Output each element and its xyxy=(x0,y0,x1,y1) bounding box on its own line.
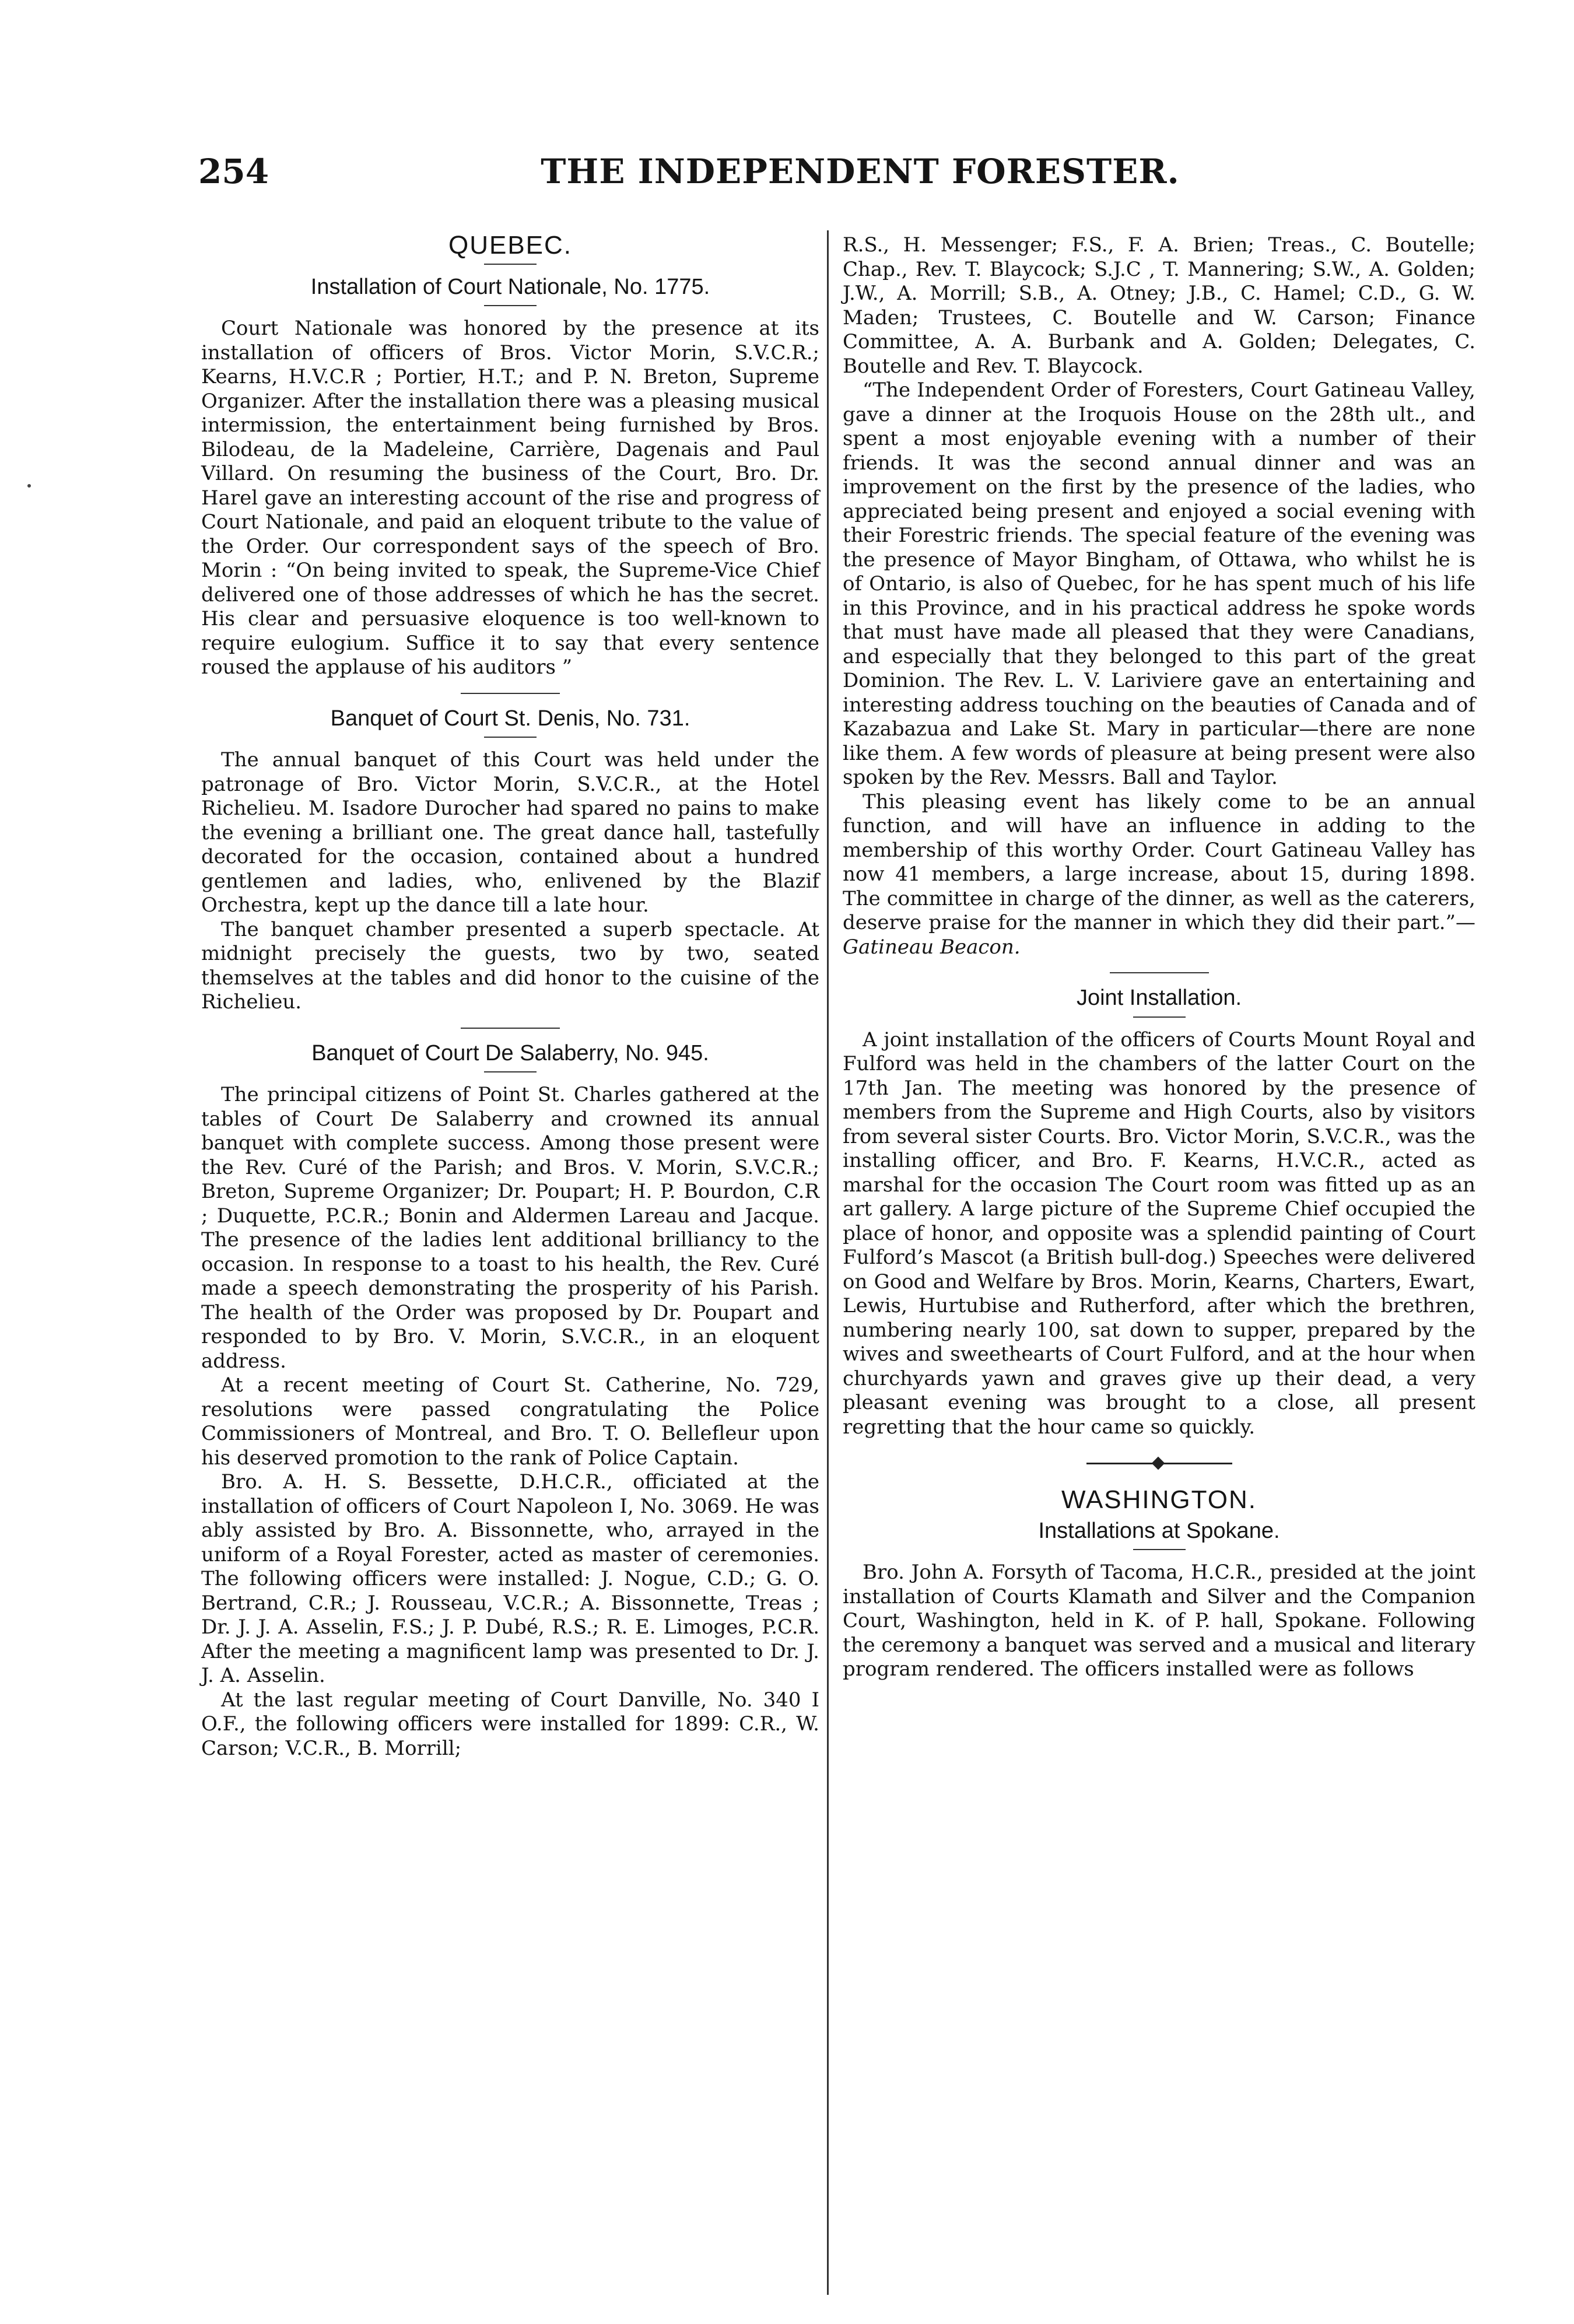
article-heading-nationale: Installation of Court Nationale, No. 1775. xyxy=(310,274,710,299)
left-column xyxy=(201,233,819,1761)
heading-rule xyxy=(1133,1016,1186,1018)
paragraph: A joint installation of the officers of Courts Mount Royal and Fulford was held in the chambers of the latter Court on the 17th Jan. The meeting was honored by the presence of members from the Supreme and High Courts, also by visitors from several sister Courts. Bro. Victor Morin, S.V.C.R., was the installing officer, and Bro. F. Kearns, H.V.C.R., acted as marshal for the occasion The Court room was fitted up as an art gallery. A large picture of the Supreme Chief occupied the place of honor, and opposite was a splendid painting of Court Fulford’s Mascot (a British bull-dog.) Speeches were delivered on Good and Welfare by Bros. Morin, Kearns, Charters, Ewart, Lewis, Hurtubise and Rutherford, after which the brethren, numbering nearly 100, sat down to supper, prepared by the wives and sweethearts of Court Fulford, and at the hour when churchyards yawn and graves give up their dead, a very pleasant evening was brought to a close, all present regretting that the hour came so quickly. xyxy=(843,1028,1475,1439)
article-heading-st-denis: Banquet of Court St. Denis, No. 731. xyxy=(330,706,690,731)
article-heading-spokane: Installations at Spokane. xyxy=(1038,1518,1280,1543)
heading-rule xyxy=(1133,1549,1186,1550)
heading-rule xyxy=(484,737,537,738)
heading-rule xyxy=(484,1071,537,1072)
paragraph: The annual banquet of this Court was held under the patronage of Bro. Victor Morin, S.V.C.R., at the Hotel Richelieu. M. Isadore Durocher had spared no pains to make the evening a brilliant one. The great dance hall, tastefully decorated for the occasion, contained about a hundred gentlemen and ladies, who, enlivened by the Blazif Orchestra, kept up the dance till a late hour. xyxy=(201,748,819,917)
paragraph: At a recent meeting of Court St. Catherine, No. 729, resolutions were passed congratulating the Police Commissioners of Montreal, and Bro. T. O. Bellefleur upon his deserved promotion to the rank of Police Captain. xyxy=(201,1373,819,1470)
section-heading-quebec: QUEBEC. xyxy=(448,231,573,260)
page-number: 254 xyxy=(198,152,269,191)
ornamental-separator xyxy=(1086,1463,1232,1464)
article-separator xyxy=(461,693,560,694)
paragraph: The principal citizens of Point St. Charles gathered at the tables of Court De Salaberry and crowned its annual banquet with complete success. Among those present were the Rev. Curé of the Parish; and Bros. V. Morin, S.V.C.R.; Breton, Supreme Organizer; Dr. Poupart; H. P. Bourdon, C.R ; Duquette, P.C.R.; Bonin and Aldermen Lareau and Jacque. The presence of the ladies lent additional brilliancy to the occasion. In response to a toast to his health, the Rev. Curé made a speech demonstrating the prosperity of his Parish. The health of the Order was proposed by Dr. Poupart and responded to by Bro. V. Morin, S.V.C.R., in an eloquent address. xyxy=(201,1083,819,1373)
paragraph: Bro. A. H. S. Bessette, D.H.C.R., officiated at the installation of officers of Court Napoleon I, No. 3069. He was ably assisted by Bro. A. Bissonnette, who, arrayed in the uniform of a Royal Forester, acted as master of ceremonies. The following officers were installed: J. Nogue, C.D.; G. O. Bertrand, C.R.; J. Rousseau, V.C.R.; A. Bissonnette, Treas ; Dr. J. J. A. Asselin, F.S.; J. P. Dubé, R.S.; R. E. Limoges, P.C.R. After the meeting a magnificent lamp was presented to Dr. J. J. A. Asselin. xyxy=(201,1470,819,1687)
paragraph: At the last regular meeting of Court Danville, No. 340 I O.F., the following officers were installed for 1899: C.R., W. Carson; V.C.R., B. Morrill; xyxy=(201,1688,819,1760)
section-heading-washington: WASHINGTON. xyxy=(1061,1485,1257,1514)
page-header xyxy=(198,152,1522,216)
article-heading-joint-installation: Joint Installation. xyxy=(1076,986,1242,1010)
right-column xyxy=(843,233,1475,1682)
article-separator xyxy=(461,1028,560,1029)
paragraph: Bro. John A. Forsyth of Tacoma, H.C.R., presided at the joint installation of Courts Klamath and Silver and the Companion Court, Washington, held in K. of P. hall, Spokane. Following the ceremony a banquet was served and a musical and literary program rendered. The officers installed were as follows xyxy=(843,1561,1475,1681)
heading-rule xyxy=(484,264,537,265)
article-heading-salaberry: Banquet of Court De Salaberry, No. 945. xyxy=(311,1040,709,1065)
article-separator xyxy=(1110,972,1209,973)
heading-rule xyxy=(484,305,537,306)
column-divider xyxy=(827,230,829,2295)
source-citation: Gatineau Beacon. xyxy=(843,935,1021,959)
paragraph: “The Independent Order of Foresters, Court Gatineau Valley, gave a dinner at the Iroquois House on the 28th ult., and spent a most enjoyable evening with a number of their friends. It was the second annual dinner and was an improvement on the first by the presence of the ladies, who appreciated being present and enjoyed a social evening with their Forestric friends. The special feature of the evening was the presence of Mayor Bingham, of Ottawa, who whilst he is of Ontario, is also of Quebec, for he has spent much of his life in this Province, and in his practical address he spoke words that must have made all pleased that they were Canadians, and especially that they belonged to this part of the great Dominion. The Rev. L. V. Lariviere gave an entertaining and interesting address touching on the beauties of Canada and of Kazabazua and Lake St. Mary in particular—there are none like them. A few words of pleasure at being present were also spoken by the Rev. Messrs. Ball and Taylor. xyxy=(843,378,1475,789)
paragraph xyxy=(843,790,1475,960)
paragraph-continued: R.S., H. Messenger; F.S., F. A. Brien; Treas., C. Boutelle; Chap., Rev. T. Blaycock; S.J.C , T. Mannering; S.W., A. Golden; J.W., A. Morrill; S.B., A. Otney; J.B., C. Hamel; C.D., G. W. Maden; Trustees, C. Boutelle and W. Carson; Finance Committee, A. A. Burbank and A. Golden; Delegates, C. Boutelle and Rev. T. Blaycock. xyxy=(843,233,1475,378)
stray-ink-dot xyxy=(27,484,31,488)
paragraph: Court Nationale was honored by the presence at its installation of officers of Bros. Victor Morin, S.V.C.R.; Kearns, H.V.C.R ; Portier, H.T.; and P. N. Breton, Supreme Organizer. After the installation there was a pleasing musical intermission, the entertainment being furnished by Bros. Bilodeau, de la Madeleine, Carrière, Dagenais and Paul Villard. On resuming the business of the Court, Bro. Dr. Harel gave an interesting account of the rise and progress of Court Nationale, and paid an eloquent tribute to the value of the Order. Our correspondent says of the speech of Bro. Morin : “On being invited to speak, the Supreme-Vice Chief delivered one of those addresses of which he has the secret. His clear and persuasive eloquence is too well-known to require eulogium. Suffice it to say that every sentence roused the applause of his auditors ” xyxy=(201,317,819,679)
running-title: THE INDEPENDENT FORESTER. xyxy=(541,152,1180,191)
paragraph: The banquet chamber presented a superb spectacle. At midnight precisely the guests, two by two, seated themselves at the tables and did honor to the cuisine of the Richelieu. xyxy=(201,917,819,1014)
paragraph-text: This pleasing event has likely come to be an annual function, and will have an influence in adding to the membership of this worthy Order. Court Gatineau Valley has now 41 members, a large increase, about 15, during 1898. The committee in charge of the dinner, as well as the caterers, deserve praise for the manner in which they did their part.”— xyxy=(843,790,1475,934)
